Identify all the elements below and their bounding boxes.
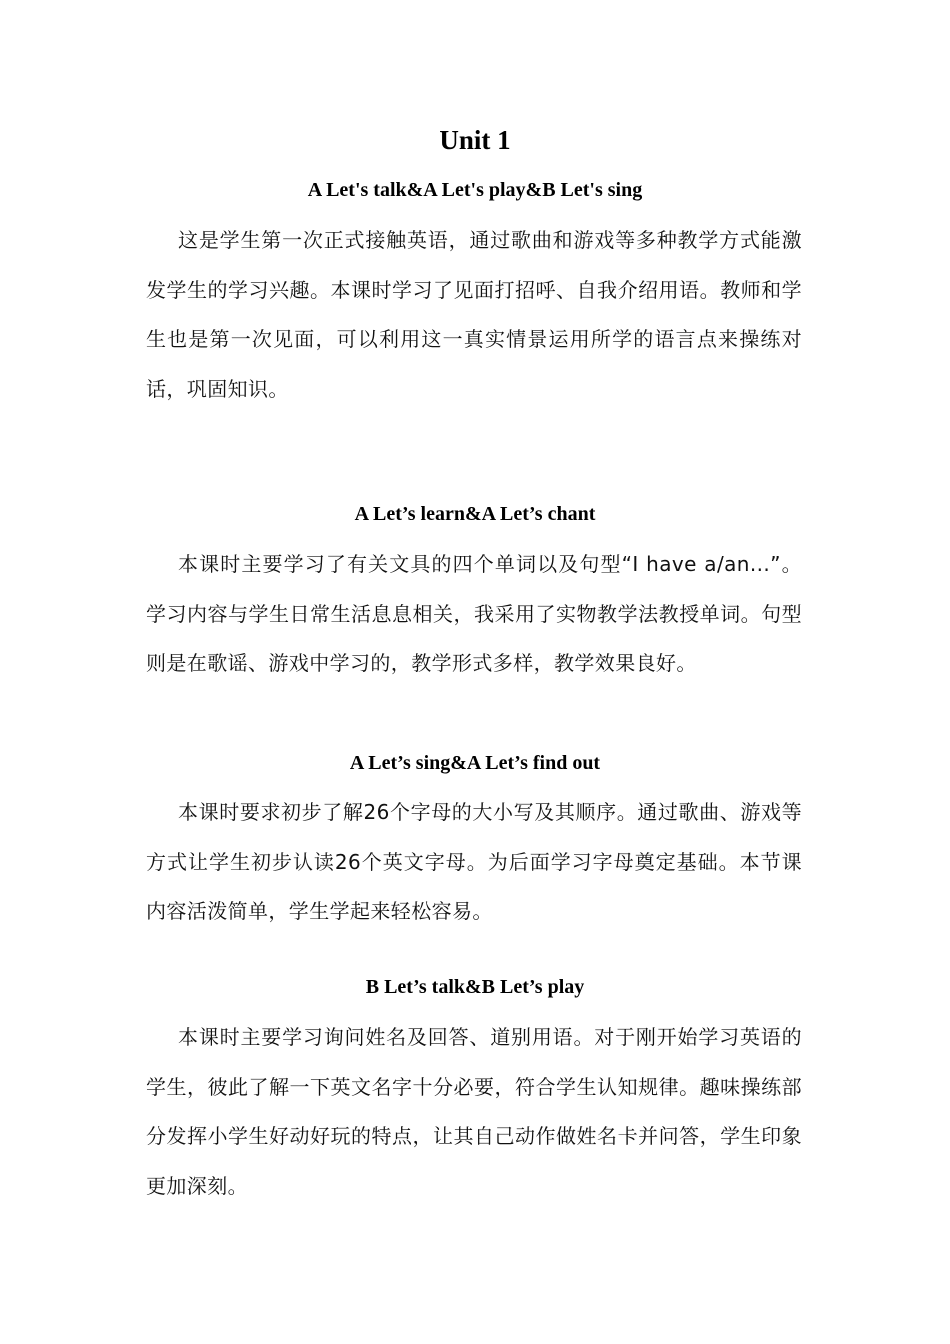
- section-paragraph-lets-talk-play-sing: 这是学生第一次正式接触英语，通过歌曲和游戏等多种教学方式能激发学生的学习兴趣。本课时学习了见面打招呼、自我介绍用语。教师和学生也是第一次见面，可以利用这一真实情景运用所学的语言点来操练对话，巩固知识。: [146, 228, 802, 401]
- section-heading-b-lets-talk-play: B Let’s talk&B Let’s play: [365, 976, 585, 998]
- section-paragraph-b-lets-talk-play: 本课时主要学习询问姓名及回答、道别用语。对于刚开始学习英语的学生，彼此了解一下英文名字十分必要，符合学生认知规律。趣味操练部分发挥小学生好动好玩的特点，让其自己动作做姓名卡并问答，学生印象更加深刻。: [146, 1025, 802, 1198]
- section-paragraph-lets-learn-chant: 本课时主要学习了有关文具的四个单词以及句型“I have a/an...”。学习内容与学生日常生活息息相关，我采用了实物教学法教授单词。句型则是在歌谣、游戏中学习的，教学形式多样，教学效果良好。: [146, 552, 802, 675]
- page-title: Unit 1: [439, 125, 511, 155]
- section-heading-lets-learn-chant: A Let’s learn&A Let’s chant: [354, 503, 596, 525]
- section-paragraph-lets-sing-find-out: 本课时要求初步了解26个字母的大小写及其顺序。通过歌曲、游戏等方式让学生初步认读26个英文字母。为后面学习字母奠定基础。本节课内容活泼简单，学生学起来轻松容易。: [146, 800, 802, 923]
- section-heading-lets-sing-find-out: A Let’s sing&A Let’s find out: [349, 752, 601, 774]
- section-heading-lets-talk-play-sing: A Let's talk&A Let's play&B Let's sing: [307, 179, 643, 201]
